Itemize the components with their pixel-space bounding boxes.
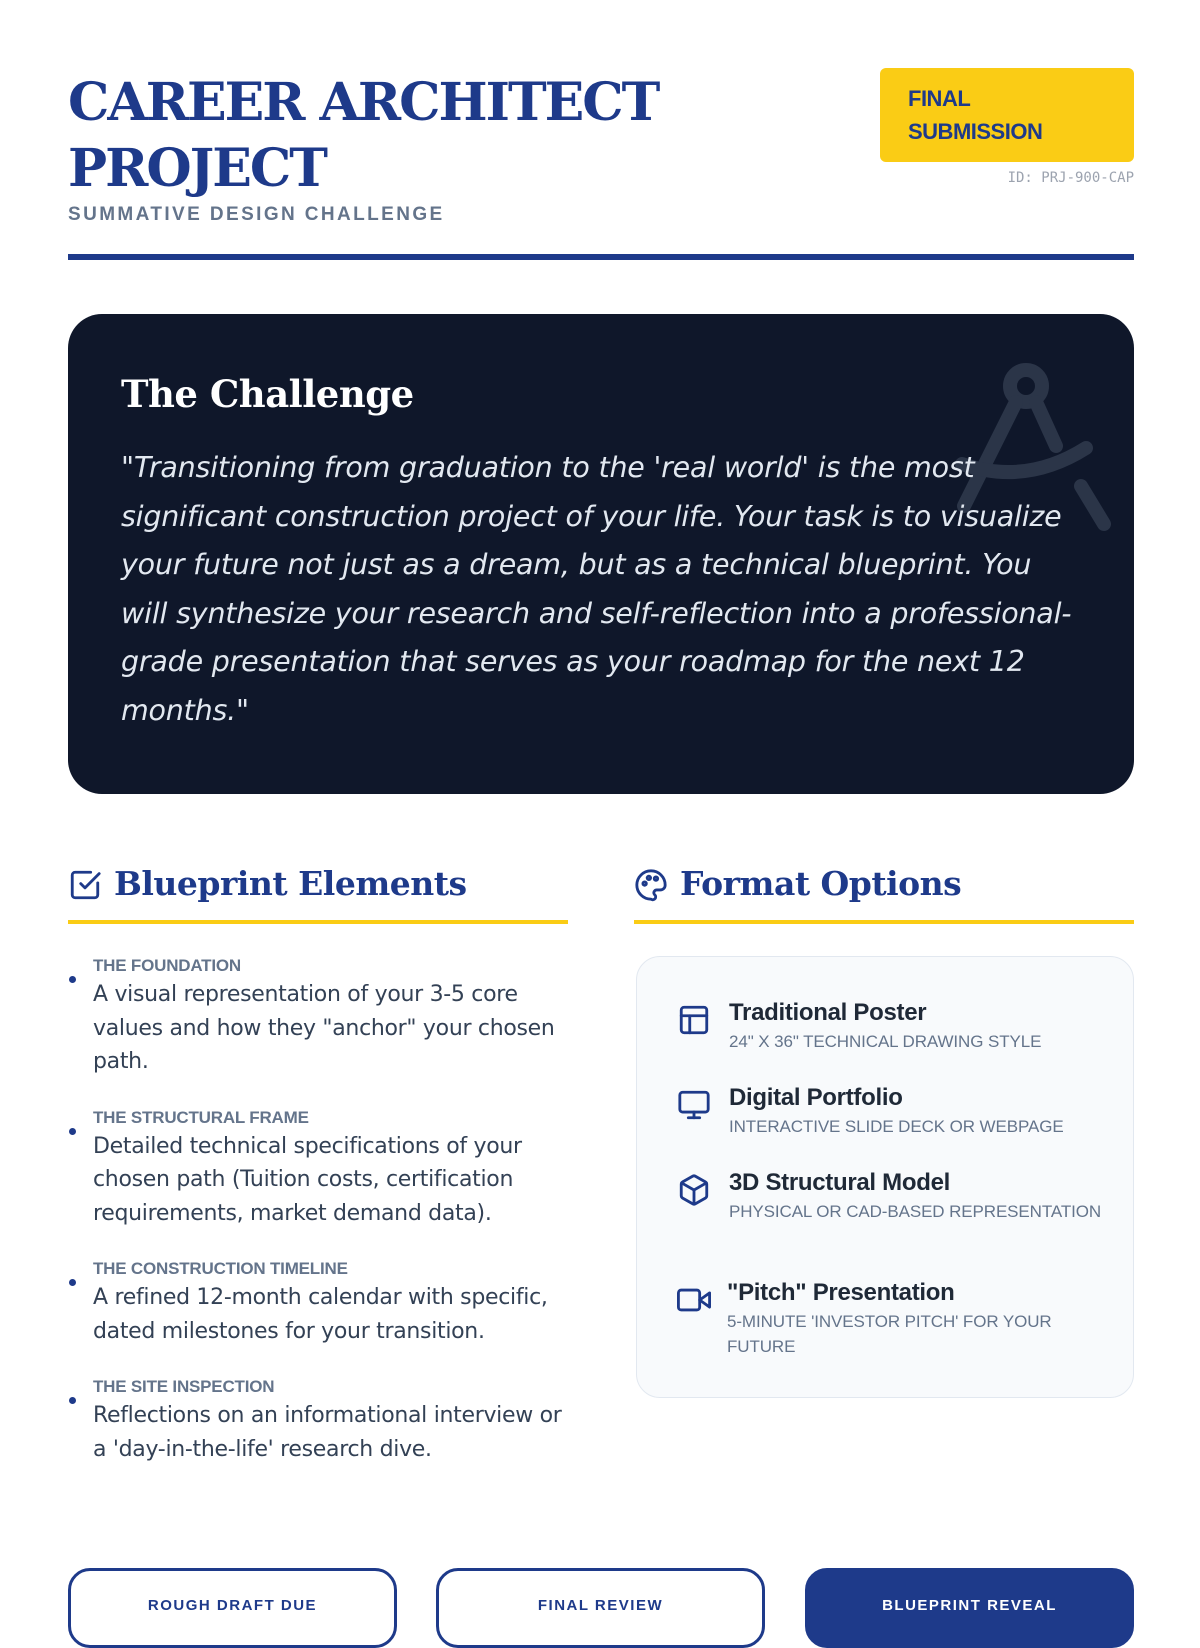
list-item [68,1257,568,1348]
element-label: THE STRUCTURAL FRAME [93,1107,309,1127]
final-submission-badge: FINAL SUBMISSION [880,68,1134,162]
milestone-final-review: FINAL REVIEW [436,1568,765,1648]
format-name: Digital Portfolio [729,1084,903,1111]
challenge-panel [68,314,1134,794]
page-title: CAREER ARCHITECT PROJECT [68,72,659,199]
video-icon [677,1283,711,1317]
format-description: 5-MINUTE 'INVESTOR PITCH' FOR YOUR FUTURE [727,1312,1052,1356]
format-options-heading: Format Options [680,864,962,903]
blueprint-elements-heading: Blueprint Elements [114,864,467,903]
format-name: "Pitch" Presentation [727,1279,955,1306]
list-item [68,1375,568,1466]
element-description: Detailed technical specifications of your chosen path (Tuition costs, certification requirements, market demand data). [93,1133,522,1226]
bullet-icon [69,1397,76,1404]
bullet-icon [69,976,76,983]
challenge-heading: The Challenge [121,372,414,416]
format-name: Traditional Poster [729,999,927,1026]
element-description: A visual representation of your 3-5 core values and how they "anchor" your chosen path. [93,982,555,1074]
element-label: THE SITE INSPECTION [93,1377,275,1396]
blueprint-elements-header [68,860,568,924]
bullet-icon [69,1128,76,1135]
element-label: THE CONSTRUCTION TIMELINE [93,1259,348,1278]
element-description: A refined 12-month calendar with specific, dated milestones for your transition. [93,1285,548,1344]
format-description: 24" X 36" TECHNICAL DRAWING STYLE [729,1032,1042,1051]
header-divider [68,254,1134,260]
element-label: THE FOUNDATION [93,956,241,975]
challenge-quote: "Transitioning from graduation to the 'real world' is the most significant construction project of your life. Your task is to visualize your future not just as a dream, but as a technical blueprint. You will synthesize your research and self-reflection into a professional-grade presentation that serves as your roadmap for the next 12 months." [121,451,1072,727]
checkbox-icon [68,868,102,902]
cube-icon [677,1173,711,1207]
bullet-icon [69,1279,76,1286]
layout-icon [677,1003,711,1037]
format-options-card [636,956,1134,1398]
format-name: 3D Structural Model [729,1169,950,1196]
element-description: Reflections on an informational interview or a 'day-in-the-life' research dive. [93,1403,562,1462]
format-options-header [634,860,1134,924]
palette-icon [634,868,668,902]
monitor-icon [677,1088,711,1122]
page-header [68,70,1134,260]
list-item [68,1106,568,1231]
milestone-rough-draft: ROUGH DRAFT DUE [68,1568,397,1648]
milestone-blueprint-reveal: BLUEPRINT REVEAL [805,1568,1134,1648]
list-item [68,954,568,1079]
blueprint-elements-list [68,954,568,1493]
format-description: PHYSICAL OR CAD-BASED REPRESENTATION [729,1202,1102,1221]
format-description: INTERACTIVE SLIDE DECK OR WEBPAGE [729,1117,1064,1136]
page-subtitle: SUMMATIVE DESIGN CHALLENGE [68,204,445,225]
document-id: ID: PRJ-900-CAP [1007,170,1134,186]
